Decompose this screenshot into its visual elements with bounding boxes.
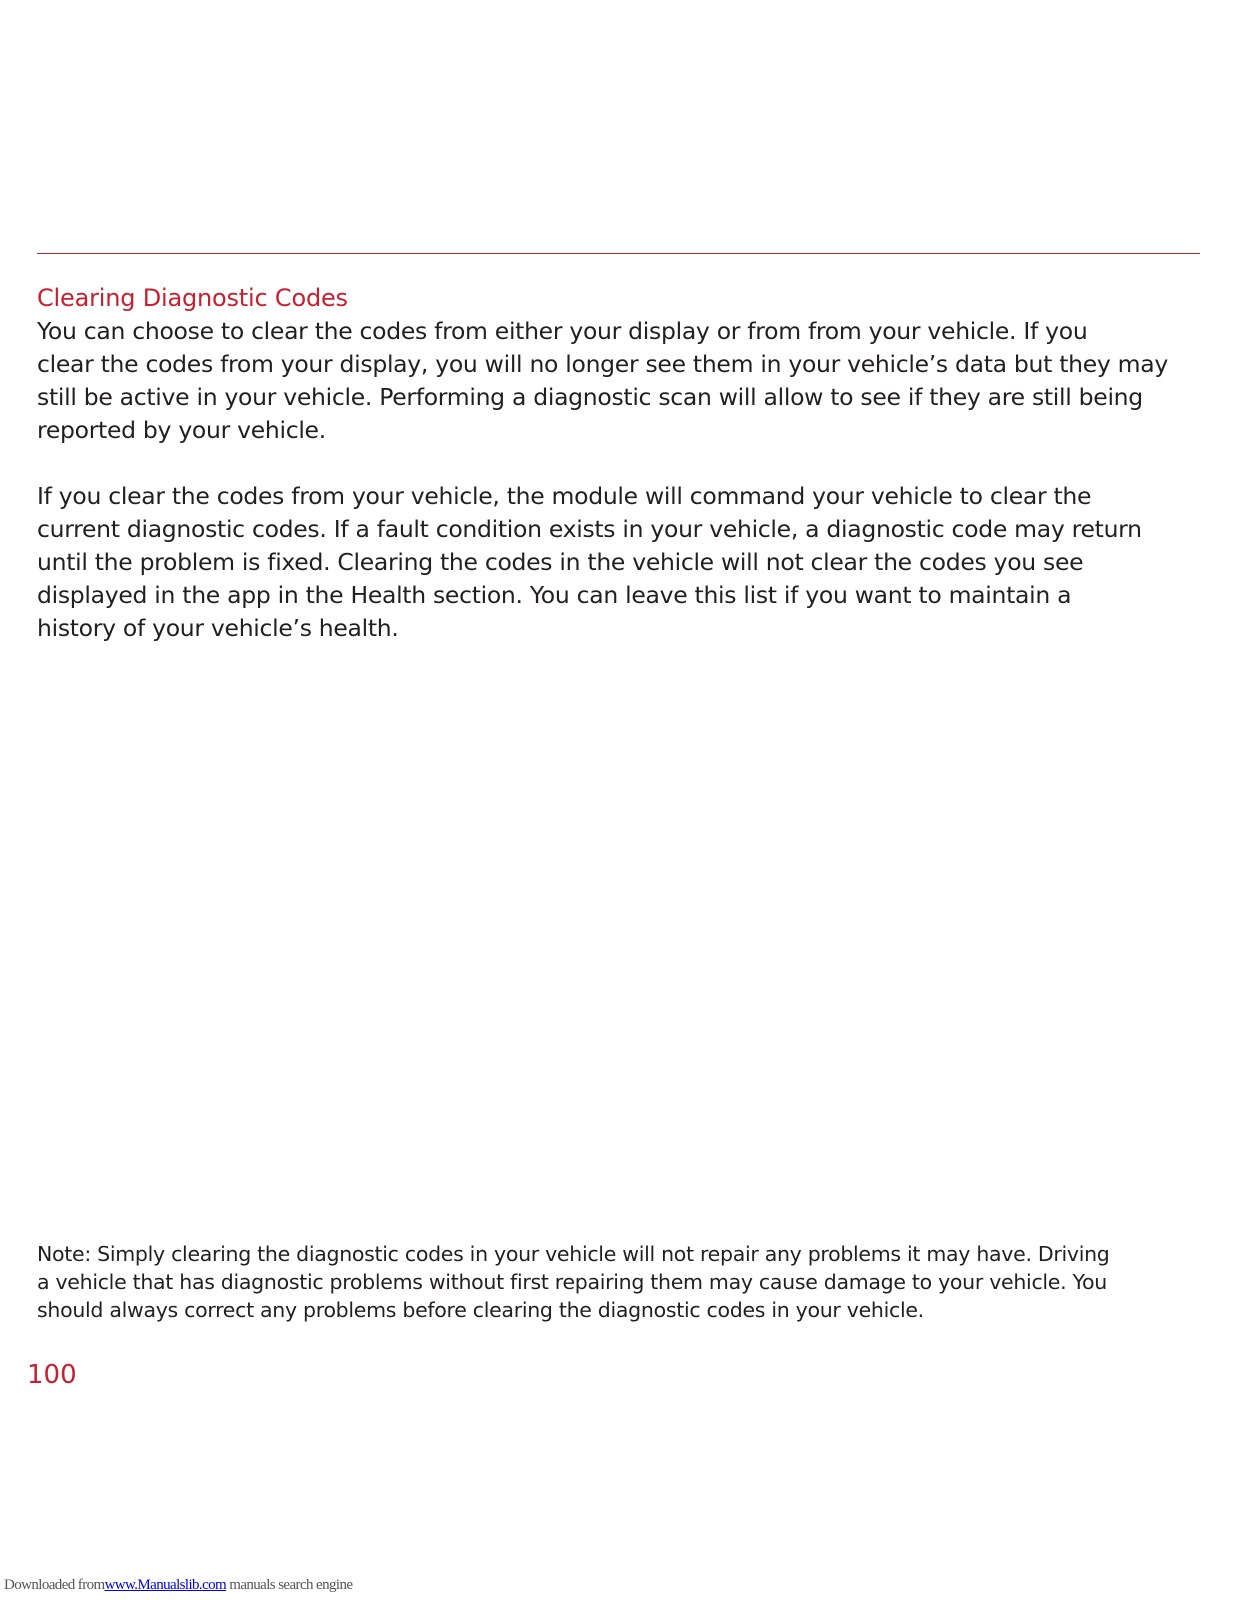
page-number: 100	[27, 1360, 77, 1390]
paragraph-line: still be active in your vehicle. Performing a diagnostic scan will allow to see if they are still being	[37, 383, 1143, 411]
paragraph-line: If you clear the codes from your vehicle, the module will command your vehicle to clear the	[37, 482, 1092, 510]
footer-prefix: Downloaded from	[4, 1577, 105, 1593]
paragraph-line: until the problem is fixed. Clearing the codes in the vehicle will not clear the codes you see	[37, 548, 1084, 576]
paragraph-line: You can choose to clear the codes from either your display or from from your vehicle. If you	[37, 317, 1088, 345]
note-line: should always correct any problems before clearing the diagnostic codes in your vehicle.	[37, 1298, 924, 1322]
paragraph-line: history of your vehicle’s health.	[37, 614, 399, 642]
paragraph-line: displayed in the app in the Health section. You can leave this list if you want to maintain a	[37, 581, 1072, 609]
download-footer	[4, 1576, 352, 1594]
paragraph-vehicle-clearing	[37, 480, 1217, 645]
paragraph-line: current diagnostic codes. If a fault condition exists in your vehicle, a diagnostic code may return	[37, 515, 1142, 543]
paragraph-line: clear the codes from your display, you will no longer see them in your vehicle’s data but they may	[37, 350, 1168, 378]
footer-suffix: manuals search engine	[226, 1577, 353, 1593]
paragraph-line: reported by your vehicle.	[37, 416, 326, 444]
section-heading: Clearing Diagnostic Codes	[37, 284, 348, 312]
header-divider	[37, 253, 1200, 254]
manualslib-link[interactable]: www.Manualslib.com	[104, 1577, 227, 1593]
note-text	[37, 1240, 1217, 1324]
note-line: Note: Simply clearing the diagnostic codes in your vehicle will not repair any problems it may have. Driving	[37, 1242, 1110, 1266]
paragraph-clearing-options	[37, 315, 1217, 447]
note-line: a vehicle that has diagnostic problems without first repairing them may cause damage to your vehicle. You	[37, 1270, 1107, 1294]
